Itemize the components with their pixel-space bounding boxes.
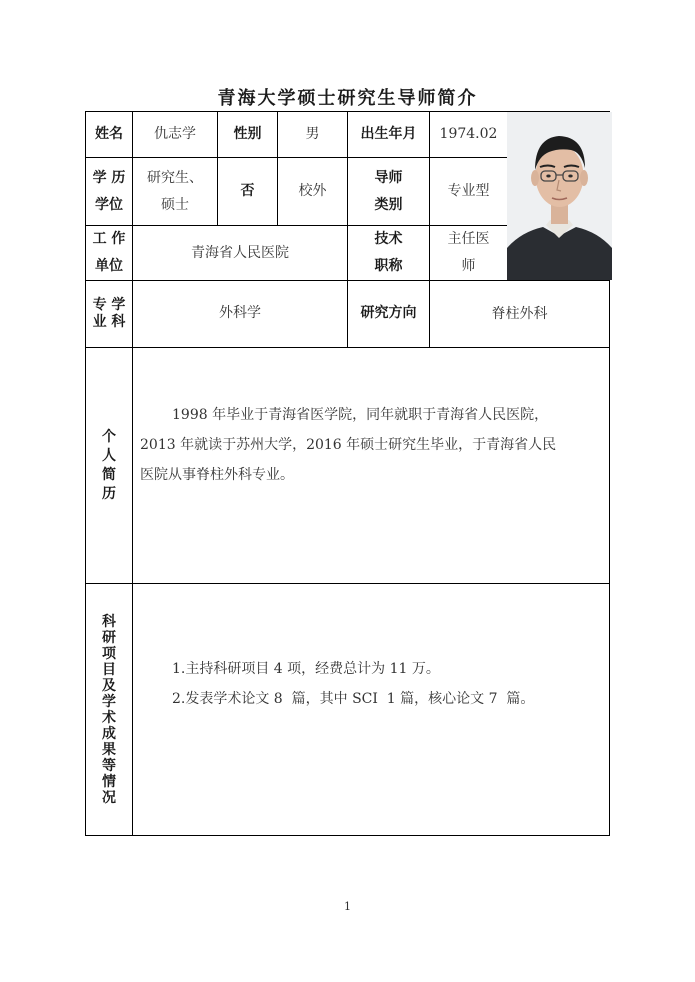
birth-value: 1974.02 <box>439 126 498 142</box>
gender-value: 男 <box>305 126 320 142</box>
portrait-photo-icon <box>507 112 612 280</box>
research-line: 1.主持科研项目 4 项，经费总计为 11 万。 <box>172 661 440 677</box>
education-label <box>86 158 132 225</box>
education-value-line1: 研究生、 <box>147 169 203 186</box>
research-text <box>172 654 602 714</box>
research-label-char: 术 <box>102 709 116 726</box>
bio-label-char: 简 <box>102 466 116 483</box>
title-value <box>430 226 507 280</box>
name-value: 仇志学 <box>154 126 196 142</box>
work-unit-value: 青海省人民医院 <box>191 244 289 261</box>
bio-label-char: 个 <box>102 428 116 445</box>
research-label-char: 科 <box>102 613 116 630</box>
bio-text <box>140 400 604 490</box>
education-value <box>133 158 217 225</box>
title-value-line1: 主任医 <box>447 231 490 247</box>
research-label-char: 成 <box>102 725 116 742</box>
no-value: 否 <box>240 183 255 199</box>
research-achievements-label <box>86 584 132 835</box>
title-value-line2: 师 <box>461 258 476 274</box>
research-direction-label: 研究方向 <box>360 304 417 321</box>
education-label-line2: 学位 <box>95 196 123 213</box>
birth-label: 出生年月 <box>360 126 417 142</box>
research-label-char: 目 <box>102 661 116 678</box>
major-value: 外科学 <box>219 304 261 321</box>
research-label-char: 情 <box>102 773 116 790</box>
research-label-char: 果 <box>102 741 116 758</box>
research-direction-value: 脊柱外科 <box>491 305 548 322</box>
bio-line: 2013 年就读于苏州大学，2016 年硕士研究生毕业，于青海省人民 <box>140 437 557 453</box>
work-unit-label <box>86 226 132 280</box>
research-label-char: 等 <box>102 757 116 774</box>
title-label-line1: 技术 <box>374 231 403 247</box>
page-number: 1 <box>344 900 351 913</box>
bio-line: 医院从事脊柱外科专业。 <box>140 467 294 483</box>
major-label-line1: 专 学 <box>92 297 126 313</box>
work-unit-label-line2: 单位 <box>95 258 123 274</box>
gender-label: 性别 <box>233 126 262 142</box>
research-label-char: 学 <box>102 693 116 710</box>
research-line: 2.发表学术论文 8 篇，其中 SCI 1 篇，核心论文 7 篇。 <box>172 691 535 707</box>
portrait-photo-svg <box>507 112 612 280</box>
external-value: 校外 <box>298 183 327 199</box>
education-value-line2: 硕士 <box>161 196 189 213</box>
supervisor-type-label-line1: 导师 <box>374 169 403 186</box>
name-label: 姓名 <box>95 126 123 142</box>
supervisor-type-label <box>348 158 429 225</box>
bio-label <box>86 348 132 583</box>
title-label <box>348 226 429 280</box>
research-label-char: 况 <box>102 789 116 806</box>
title-label-line2: 职称 <box>374 258 403 274</box>
supervisor-type-value: 专业型 <box>447 183 490 199</box>
major-label-line2: 业 科 <box>92 314 126 330</box>
supervisor-type-label-line2: 类别 <box>374 196 403 213</box>
bio-label-char: 人 <box>102 447 116 464</box>
research-label-char: 项 <box>102 645 116 662</box>
bio-line: 1998 年毕业于青海省医学院，同年就职于青海省人民医院， <box>172 407 549 423</box>
major-label <box>86 281 132 347</box>
research-label-char: 及 <box>102 677 116 694</box>
education-label-line1: 学 历 <box>92 169 126 186</box>
bio-label-char: 历 <box>102 485 116 502</box>
research-label-char: 研 <box>102 629 116 646</box>
work-unit-label-line1: 工 作 <box>92 231 126 247</box>
page-title: 青海大学硕士研究生导师简介 <box>217 88 478 109</box>
